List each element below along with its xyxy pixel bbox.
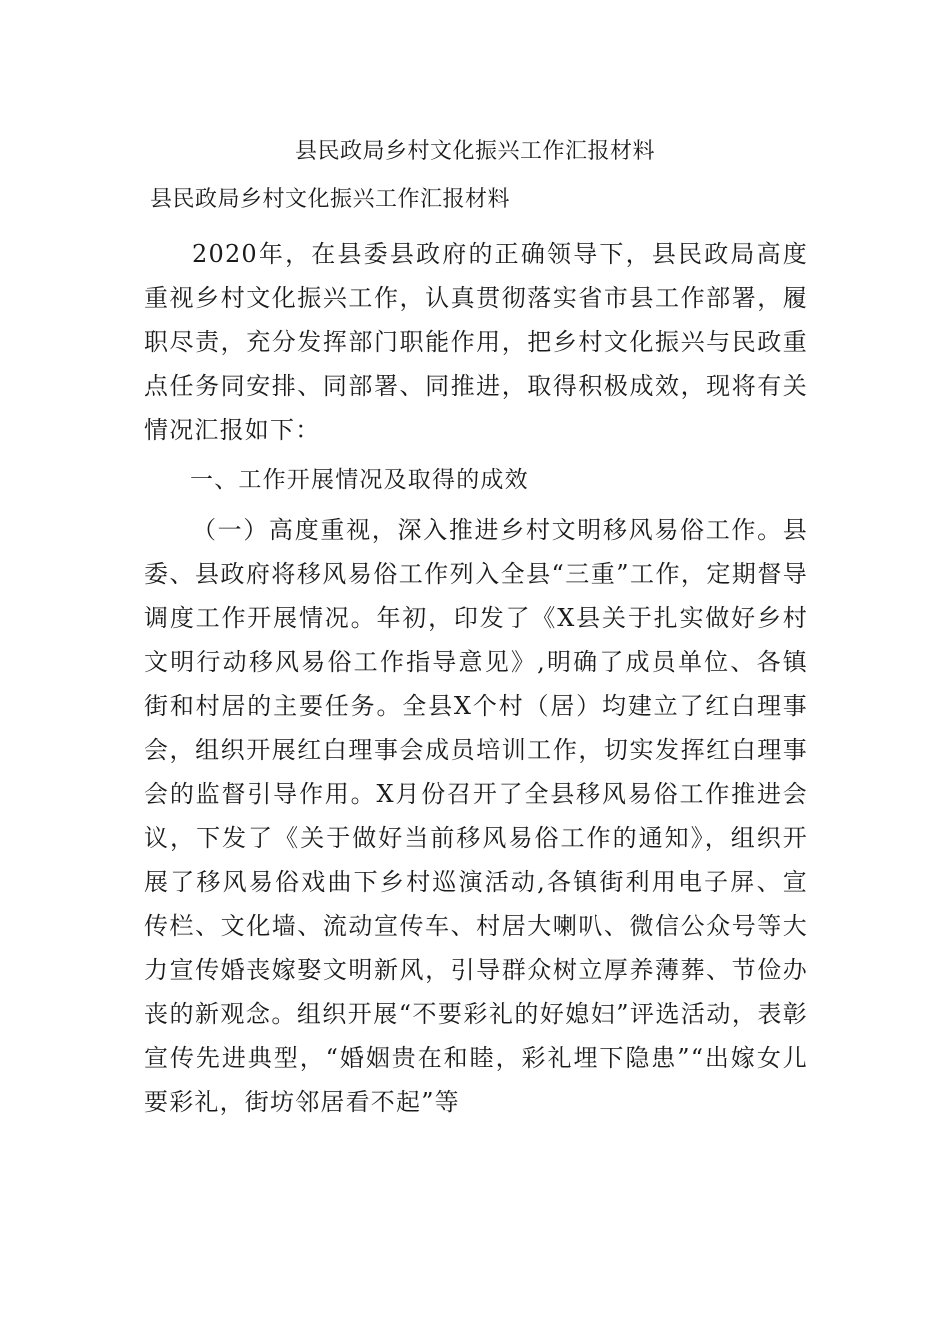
- section-heading: 一、工作开展情况及取得的成效: [190, 467, 529, 493]
- document-body: [144, 232, 808, 1128]
- intro-paragraph: 2020年，在县委县政府的正确领导下，县民政局高度重视乡村文化振兴工作，认真贯彻落实省市县工作部署，履职尽责，充分发挥部门职能作用，把乡村文化振兴与民政重点任务同安排、同部署、同推进，取得积极成效，现将有关情况汇报如下：: [144, 240, 808, 444]
- document-title: 县民政局乡村文化振兴工作汇报材料: [294, 139, 655, 164]
- section-paragraph: （一）高度重视，深入推进乡村文明移风易俗工作。县委、县政府将移风易俗工作列入全县“三重”工作，定期督导调度工作开展情况。年初，印发了《X县关于扎实做好乡村文明行动移风易俗工作指导意见》,明确了成员单位、各镇街和村居的主要任务。全县X个村（居）均建立了红白理事会，组织开展红白理事会成员培训工作，切实发挥红白理事会的监督引导作用。X月份召开了全县移风易俗工作推进会议，下发了《关于做好当前移风易俗工作的通知》，组织开展了移风易俗戏曲下乡村巡演活动,各镇街利用电子屏、宣传栏、文化墙、流动宣传车、村居大喇叭、微信公众号等大力宣传婚丧嫁娶文明新风，引导群众树立厚养薄葬、节俭办丧的新观念。组织开展“不要彩礼的好媳妇”评选活动，表彰宣传先进典型，“婚姻贵在和睦，彩礼埋下隐患”“出嫁女儿要彩礼，街坊邻居看不起”等: [144, 516, 808, 1116]
- document-subtitle: 县民政局乡村文化振兴工作汇报材料: [150, 187, 511, 212]
